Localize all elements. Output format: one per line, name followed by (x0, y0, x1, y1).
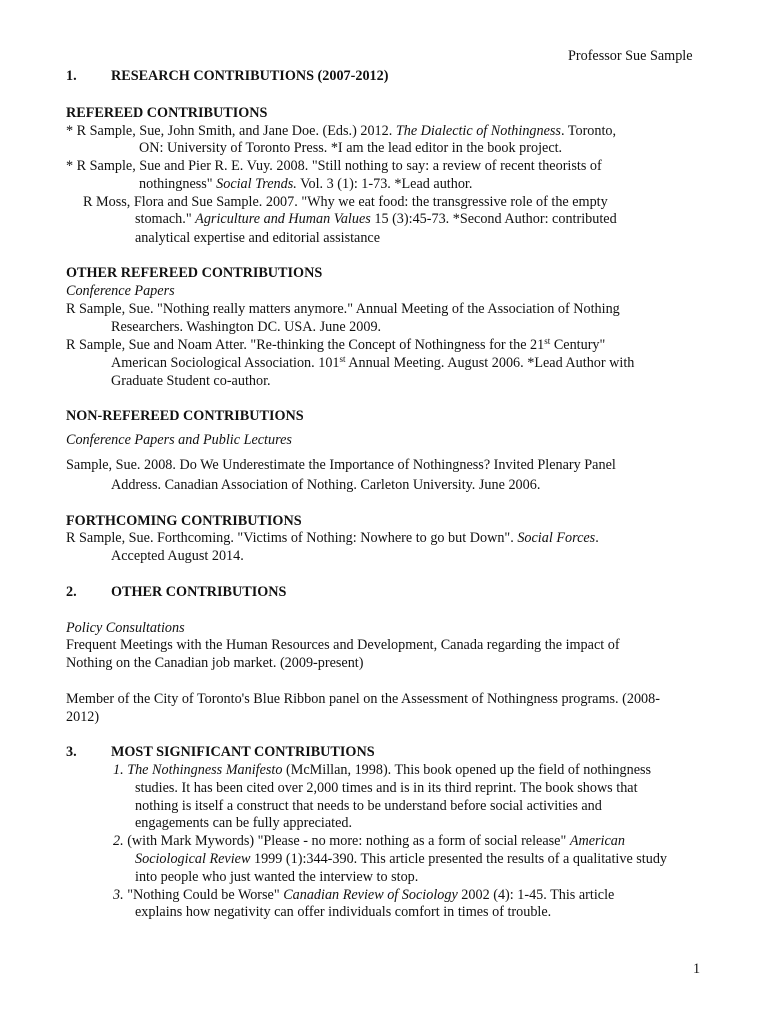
reference-line: Graduate Student co-author. (111, 373, 271, 389)
reference-line: Researchers. Washington DC. USA. June 2009. (111, 319, 382, 335)
subsection-heading: FORTHCOMING CONTRIBUTIONS (66, 513, 302, 529)
reference-line: American Sociological Association. 101st Annual Meeting. August 2006. *Lead Author with (111, 354, 635, 371)
section-title: MOST SIGNIFICANT CONTRIBUTIONS (111, 744, 375, 760)
section-title: RESEARCH CONTRIBUTIONS (2007-2012) (111, 68, 389, 84)
contribution-line: explains how negativity can offer individuals comfort in times of trouble. (135, 904, 552, 920)
contribution-line: into people who just wanted the interview to stop. (135, 869, 419, 885)
reference-line: * R Sample, Sue, John Smith, and Jane Doe. (Eds.) 2012. The Dialectic of Nothingness. Toronto, (66, 123, 617, 139)
reference-line: Accepted August 2014. (111, 548, 244, 564)
running-header-author: Professor Sue Sample (568, 48, 693, 64)
page-number: 1 (693, 961, 701, 977)
reference-line: R Sample, Sue. "Nothing really matters anymore." Annual Meeting of the Association of Nothing (66, 301, 620, 317)
paragraph-line: Nothing on the Canadian job market. (2009-present) (66, 655, 364, 671)
contribution-line: studies. It has been cited over 2,000 times and is in its third reprint. The book shows that (135, 780, 638, 796)
subsection-subheading: Policy Consultations (66, 620, 185, 636)
contribution-line: 3. "Nothing Could be Worse" Canadian Review of Sociology 2002 (4): 1-45. This article (113, 887, 615, 903)
section-number: 3. (66, 744, 77, 760)
subsection-subheading: Conference Papers and Public Lectures (66, 432, 292, 448)
paragraph-line: 2012) (66, 709, 100, 725)
paragraph-line: Frequent Meetings with the Human Resources and Development, Canada regarding the impact of (66, 637, 620, 653)
subsection-heading: OTHER REFEREED CONTRIBUTIONS (66, 265, 323, 281)
contribution-line: engagements can be fully appreciated. (135, 815, 353, 831)
reference-line: ON: University of Toronto Press. *I am the lead editor in the book project. (139, 140, 563, 156)
section-title: OTHER CONTRIBUTIONS (111, 584, 287, 600)
subsection-subheading: Conference Papers (66, 283, 175, 299)
contribution-line: 1. The Nothingness Manifesto (McMillan, 1998). This book opened up the field of nothingness (113, 762, 652, 778)
reference-line: R Sample, Sue and Noam Atter. "Re-thinking the Concept of Nothingness for the 21st Century" (66, 336, 606, 353)
reference-line: stomach." Agriculture and Human Values 15 (3):45-73. *Second Author: contributed (135, 211, 617, 227)
paragraph-line: Member of the City of Toronto's Blue Ribbon panel on the Assessment of Nothingness programs. (2008- (66, 691, 660, 707)
contribution-line: nothing is itself a construct that needs to be understand before social activities and (135, 798, 602, 814)
section-number: 1. (66, 68, 77, 84)
section-number: 2. (66, 584, 77, 600)
subsection-heading: REFEREED CONTRIBUTIONS (66, 105, 268, 121)
reference-line: nothingness" Social Trends. Vol. 3 (1): 1-73. *Lead author. (139, 176, 473, 192)
reference-line: R Moss, Flora and Sue Sample. 2007. "Why we eat food: the transgressive role of the empty (83, 194, 608, 210)
subsection-heading: NON-REFEREED CONTRIBUTIONS (66, 408, 304, 424)
contribution-line: 2. (with Mark Mywords) "Please - no more: nothing as a form of social release" American (113, 833, 625, 849)
contribution-line: Sociological Review 1999 (1):344-390. This article presented the results of a qualitative study (135, 851, 668, 867)
reference-line: R Sample, Sue. Forthcoming. "Victims of Nothing: Nowhere to go but Down". Social Forces. (66, 530, 599, 546)
reference-line: analytical expertise and editorial assistance (135, 230, 381, 246)
reference-line: * R Sample, Sue and Pier R. E. Vuy. 2008. "Still nothing to say: a review of recent theorists of (66, 158, 602, 174)
reference-line: Sample, Sue. 2008. Do We Underestimate the Importance of Nothingness? Invited Plenary Panel (66, 457, 616, 473)
reference-line: Address. Canadian Association of Nothing. Carleton University. June 2006. (111, 477, 541, 493)
